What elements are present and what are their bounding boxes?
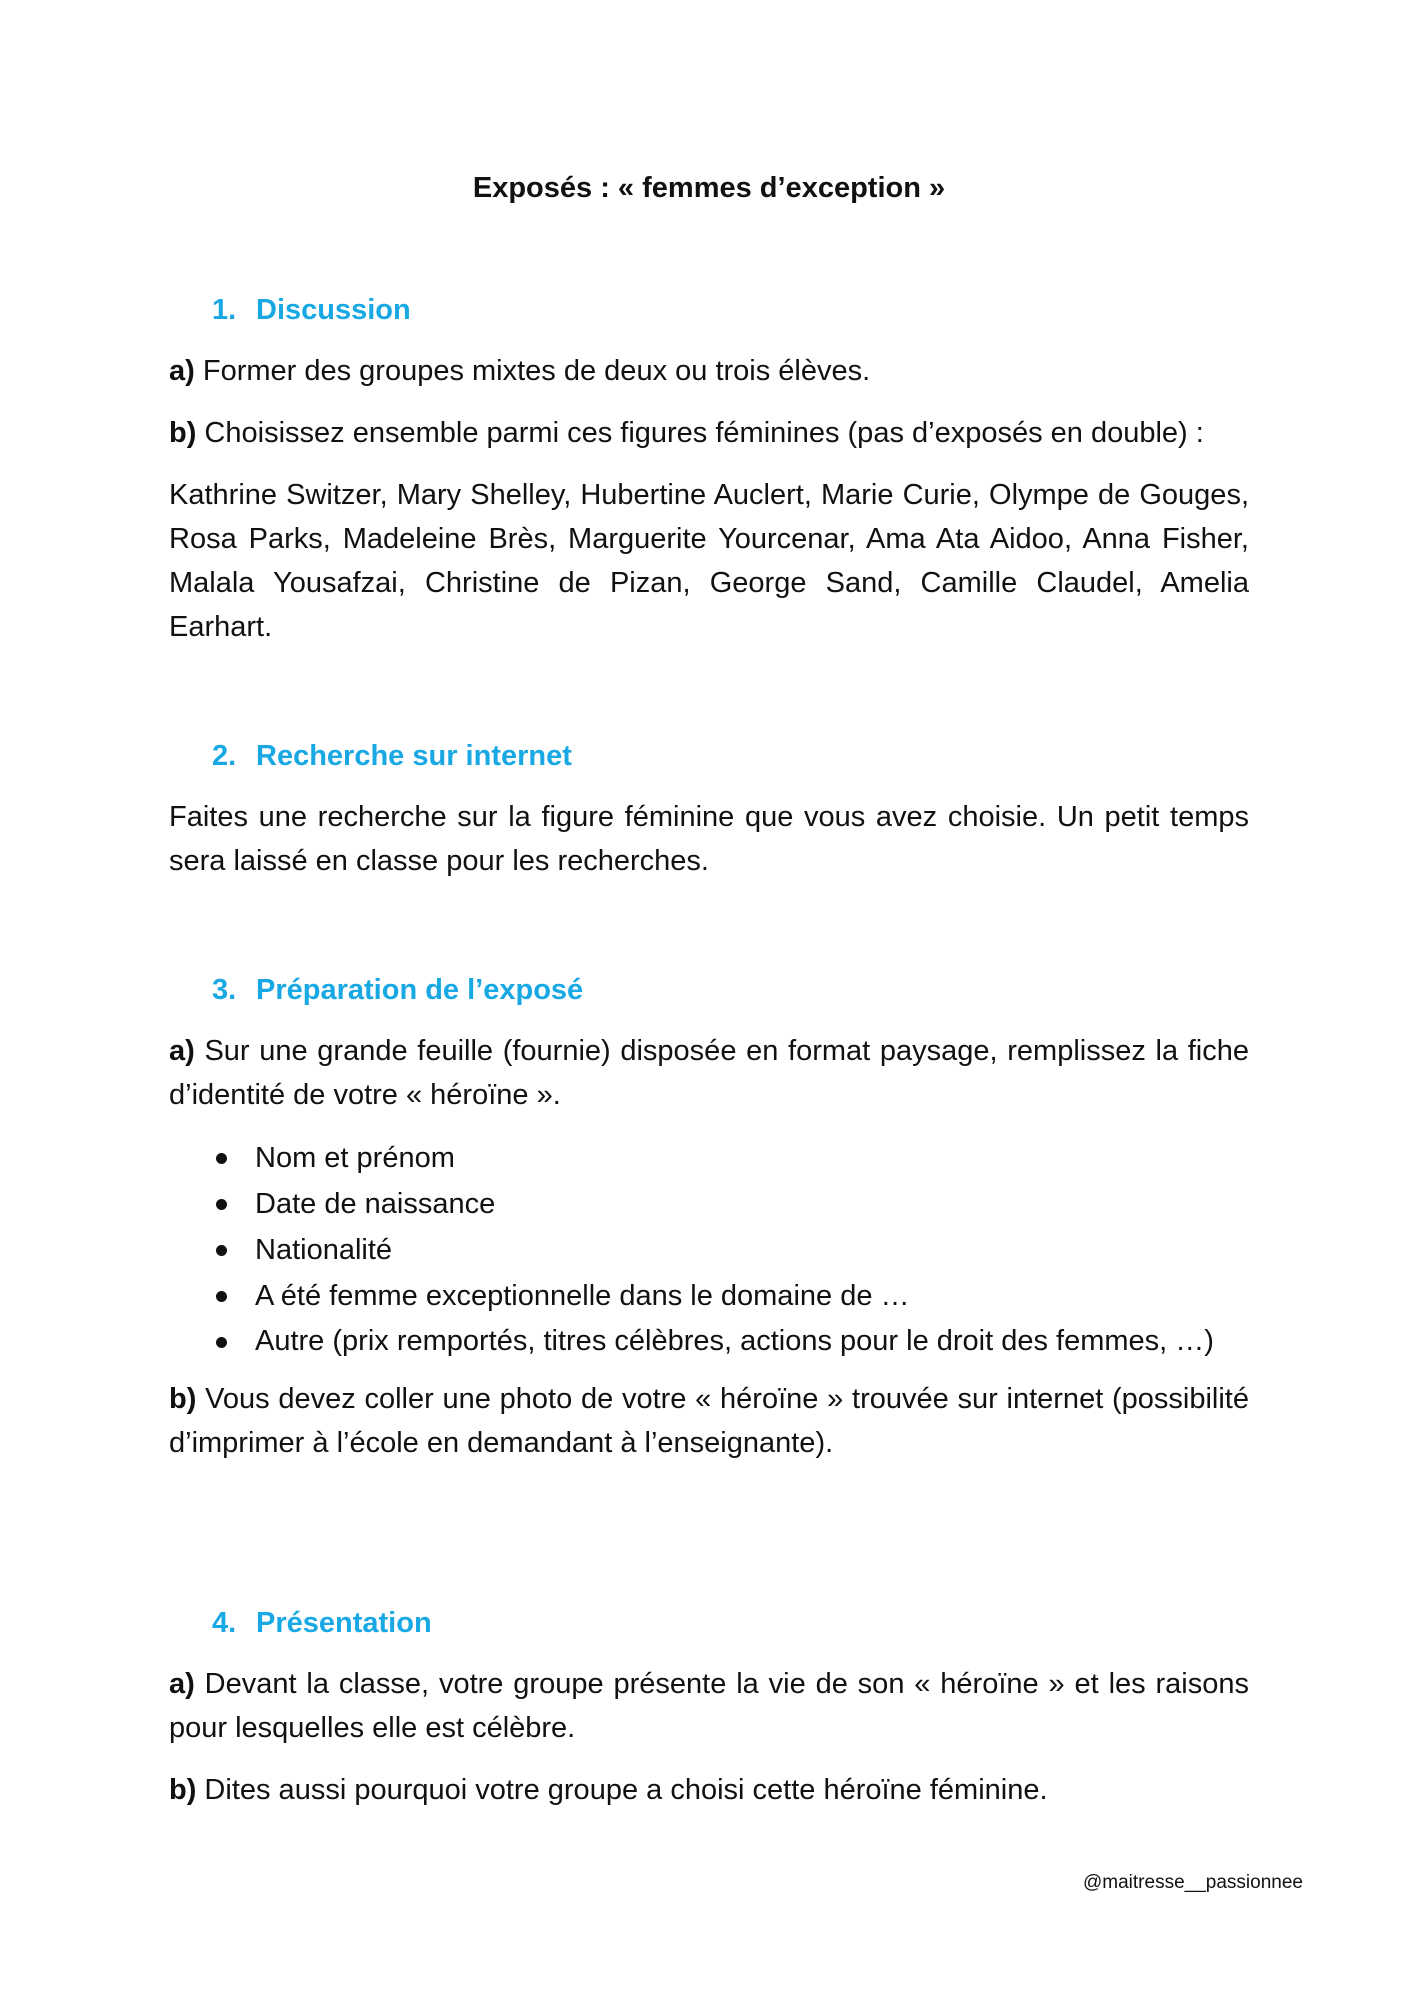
item-marker: a) bbox=[169, 1035, 195, 1067]
section-heading bbox=[169, 740, 1249, 773]
section-title: Discussion bbox=[256, 294, 411, 326]
section-heading bbox=[169, 974, 1249, 1007]
item-marker: b) bbox=[169, 1383, 197, 1415]
section-presentation bbox=[169, 1607, 1249, 1812]
section-discussion bbox=[169, 294, 1249, 649]
paragraph bbox=[169, 1029, 1249, 1117]
bullet-icon bbox=[216, 1199, 227, 1210]
item-marker: b) bbox=[169, 1774, 197, 1806]
paragraph bbox=[169, 1768, 1249, 1812]
author-signature: @maitresse__passionnee bbox=[1083, 1872, 1303, 1893]
list-item-text: Nationalité bbox=[255, 1234, 393, 1266]
section-number: 2. bbox=[212, 740, 237, 772]
list-item bbox=[169, 1227, 1249, 1273]
paragraph-text: Kathrine Switzer, Mary Shelley, Hubertine Auclert, Marie Curie, Olympe de Gouges, Rosa Parks, Madeleine Brès, Marguerite Yourcenar, Ama Ata Aidoo, Anna Fisher, Malala Yousafzai, Christine de Pizan, George Sand, Camille Claudel, Amelia Earhart. bbox=[169, 479, 1249, 643]
list-item-text: A été femme exceptionnelle dans le domaine de … bbox=[255, 1280, 910, 1312]
section-heading bbox=[169, 1607, 1249, 1640]
paragraph-text: Devant la classe, votre groupe présente la vie de son « héroïne » et les raisons pour lesquelles elle est célèbre. bbox=[169, 1668, 1249, 1744]
paragraph bbox=[169, 349, 1249, 393]
section-title: Présentation bbox=[256, 1607, 432, 1639]
list-item-text: Date de naissance bbox=[255, 1188, 496, 1220]
item-marker: b) bbox=[169, 417, 197, 449]
list-item bbox=[169, 1273, 1249, 1319]
list-item-text: Autre (prix remportés, titres célèbres, actions pour le droit des femmes, …) bbox=[255, 1325, 1214, 1357]
section-heading bbox=[169, 294, 1249, 327]
paragraph bbox=[169, 795, 1249, 883]
section-number: 1. bbox=[212, 294, 237, 326]
item-marker: a) bbox=[169, 355, 195, 387]
list-item-text: Nom et prénom bbox=[255, 1142, 455, 1174]
list-item bbox=[169, 1135, 1249, 1181]
list-item bbox=[169, 1181, 1249, 1227]
section-title: Recherche sur internet bbox=[256, 740, 572, 772]
paragraph-text: Dites aussi pourquoi votre groupe a choisi cette héroïne féminine. bbox=[196, 1774, 1048, 1806]
item-marker: a) bbox=[169, 1668, 195, 1700]
section-recherche bbox=[169, 740, 1249, 883]
bullet-icon bbox=[216, 1291, 227, 1302]
list-item bbox=[169, 1319, 1249, 1363]
paragraph-text: Vous devez coller une photo de votre « héroïne » trouvée sur internet (possibilité d’imprimer à l’école en demandant à l’enseignante). bbox=[169, 1383, 1249, 1459]
section-number: 3. bbox=[212, 974, 237, 1006]
paragraph-text: Faites une recherche sur la figure féminine que vous avez choisie. Un petit temps sera laissé en classe pour les recherches. bbox=[169, 801, 1249, 877]
bullet-icon bbox=[216, 1245, 227, 1256]
section-number: 4. bbox=[212, 1607, 237, 1639]
paragraph bbox=[169, 1662, 1249, 1750]
paragraph bbox=[169, 411, 1249, 455]
bullet-icon bbox=[216, 1153, 227, 1164]
bullet-icon bbox=[216, 1337, 227, 1348]
paragraph-text: Former des groupes mixtes de deux ou trois élèves. bbox=[194, 355, 871, 387]
document-title: Exposés : « femmes d’exception » bbox=[472, 172, 946, 204]
paragraph-text: Sur une grande feuille (fournie) disposée en format paysage, remplissez la fiche d’identité de votre « héroïne ». bbox=[169, 1035, 1249, 1111]
names-list bbox=[169, 473, 1249, 649]
identity-bullet-list bbox=[169, 1135, 1249, 1363]
paragraph-text: Choisissez ensemble parmi ces figures féminines (pas d’exposés en double) : bbox=[196, 417, 1204, 449]
section-preparation bbox=[169, 974, 1249, 1465]
section-title: Préparation de l’exposé bbox=[256, 974, 584, 1006]
paragraph bbox=[169, 1377, 1249, 1465]
